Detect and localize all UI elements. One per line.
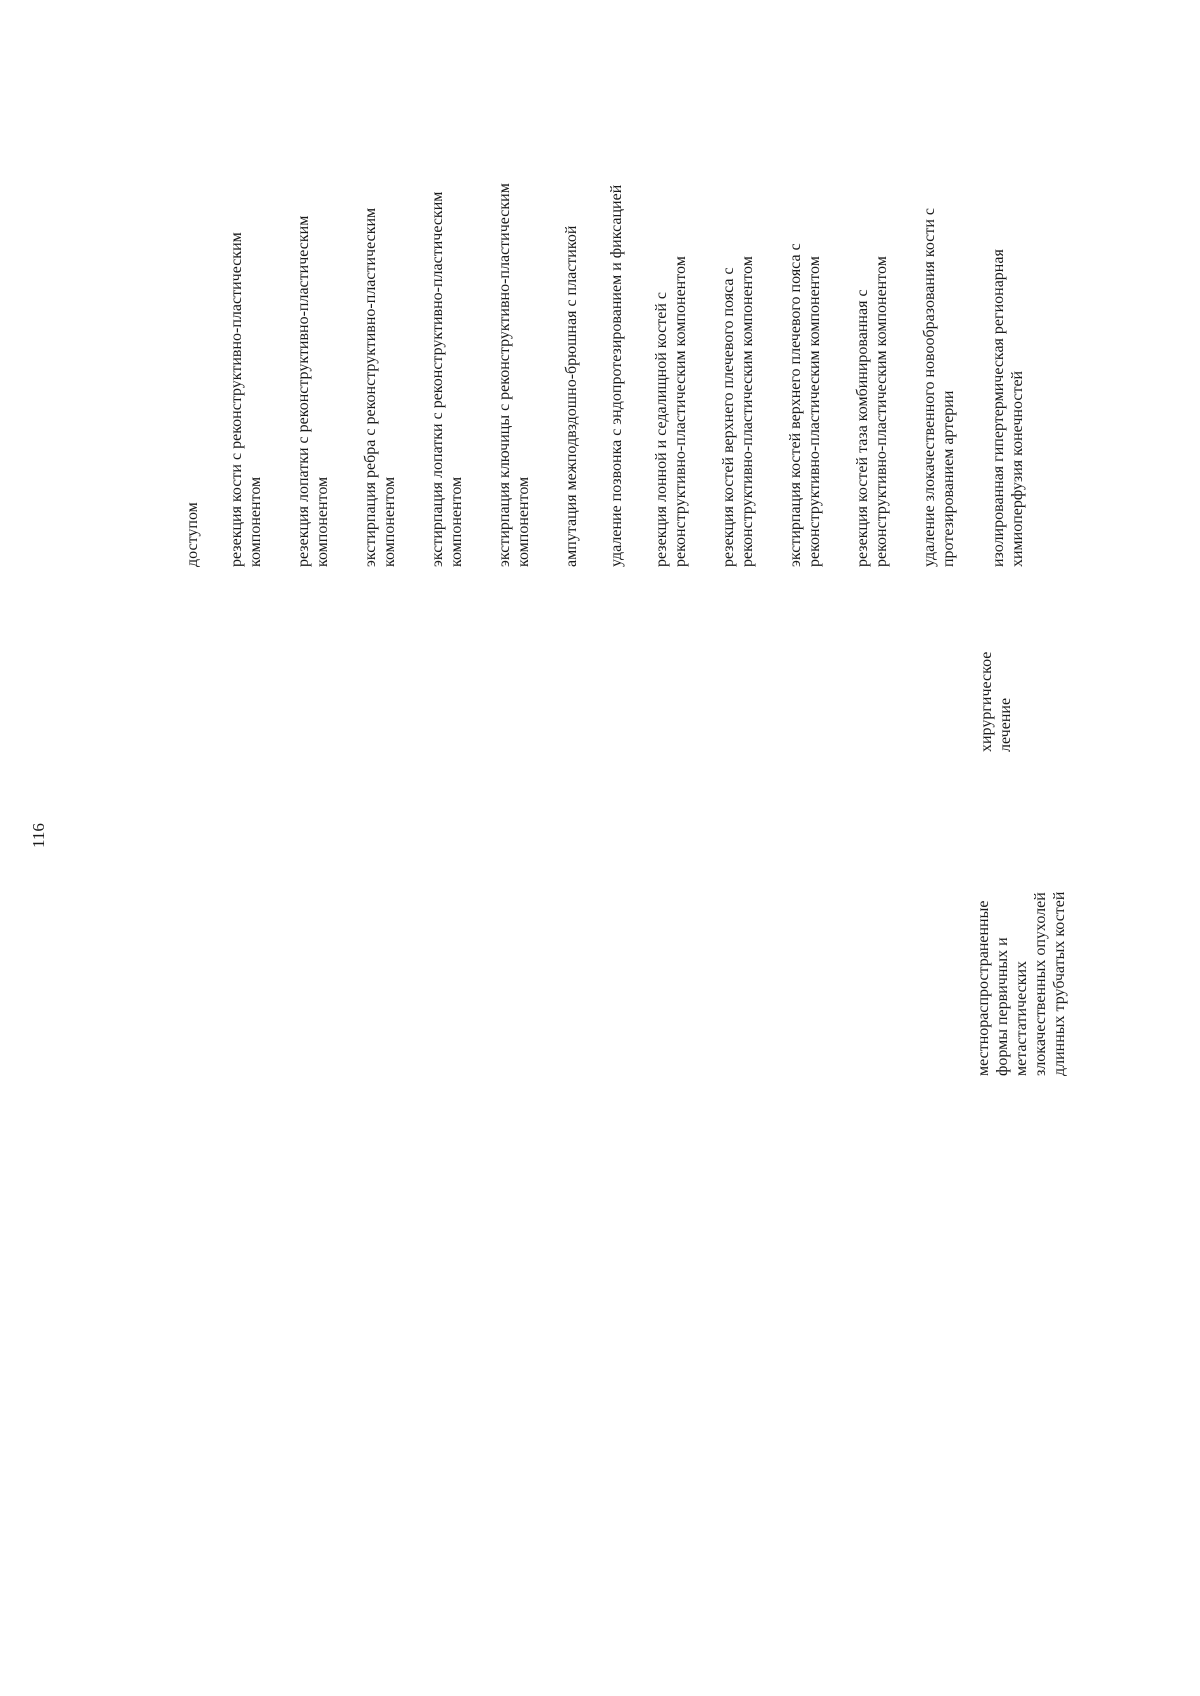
method-item <box>786 243 824 567</box>
disease-line: злокачественных опухолей <box>1032 892 1049 1076</box>
disease-line: местнораспространенные <box>975 900 992 1076</box>
method-line: реконструктивно-пластическим компонентом <box>806 256 823 567</box>
method-line: экстирпация костей верхнего плечевого пояса с <box>787 243 804 567</box>
method-line: реконструктивно-пластическим компонентом <box>873 256 890 567</box>
treatment-type-cell <box>977 652 1015 752</box>
method-line: резекция костей таза комбинированная с <box>854 289 871 567</box>
method-item <box>607 185 626 567</box>
method-line: компонентом <box>247 476 264 567</box>
method-line: компонентом <box>515 476 532 567</box>
disease-line: метастатических <box>1013 960 1030 1076</box>
method-item <box>853 256 891 567</box>
page-number: 116 <box>29 823 48 848</box>
method-line: химиоперфузия конечностей <box>1009 370 1026 567</box>
method-item <box>652 256 690 567</box>
method-line: резекция костей верхнего плечевого пояса с <box>720 267 737 567</box>
method-line: компонентом <box>381 476 398 567</box>
method-line: экстирпация ключицы с реконструктивно-пластическим <box>496 183 513 567</box>
method-line: экстирпация ребра с реконструктивно-пластическим <box>362 207 379 567</box>
treatment-type-line: лечение <box>997 697 1014 752</box>
method-item <box>495 183 533 567</box>
method-item <box>428 192 466 567</box>
method-item <box>183 502 202 567</box>
method-line: экстирпация лопатки с реконструктивно-пластическим <box>429 191 446 567</box>
disease-line: формы первичных и <box>994 937 1011 1076</box>
disease-line: длинных трубчатых костей <box>1051 891 1068 1076</box>
method-item <box>227 232 265 567</box>
method-item <box>989 249 1027 567</box>
disease-cell <box>974 892 1069 1076</box>
method-item <box>562 226 581 567</box>
method-item <box>920 208 958 567</box>
method-line: протезированием артерии <box>940 390 957 567</box>
treatment-type-line: хирургическое <box>978 651 995 752</box>
method-line: резекция кости с реконструктивно-пластическим <box>228 232 245 567</box>
method-item <box>294 216 332 567</box>
method-line: резекция лонной и седалищной костей с <box>653 292 670 567</box>
method-line: резекция лопатки с реконструктивно-пластическим <box>295 215 312 567</box>
method-line: компонентом <box>448 476 465 567</box>
method-item <box>361 208 399 567</box>
method-line: реконструктивно-пластическим компонентом <box>739 256 756 567</box>
method-item <box>719 256 757 567</box>
method-line: компонентом <box>314 476 331 567</box>
method-line: ампутация межподвздошно-брюшная с пластикой <box>563 225 580 567</box>
method-line: удаление злокачественного новообразования кости с <box>921 208 938 567</box>
method-line: удаление позвонка с эндопротезированием и фиксацией <box>608 184 625 567</box>
method-line: изолированная гипертермическая регионарная <box>990 249 1007 567</box>
method-line: доступом <box>184 502 201 567</box>
method-line: реконструктивно-пластическим компонентом <box>672 256 689 567</box>
